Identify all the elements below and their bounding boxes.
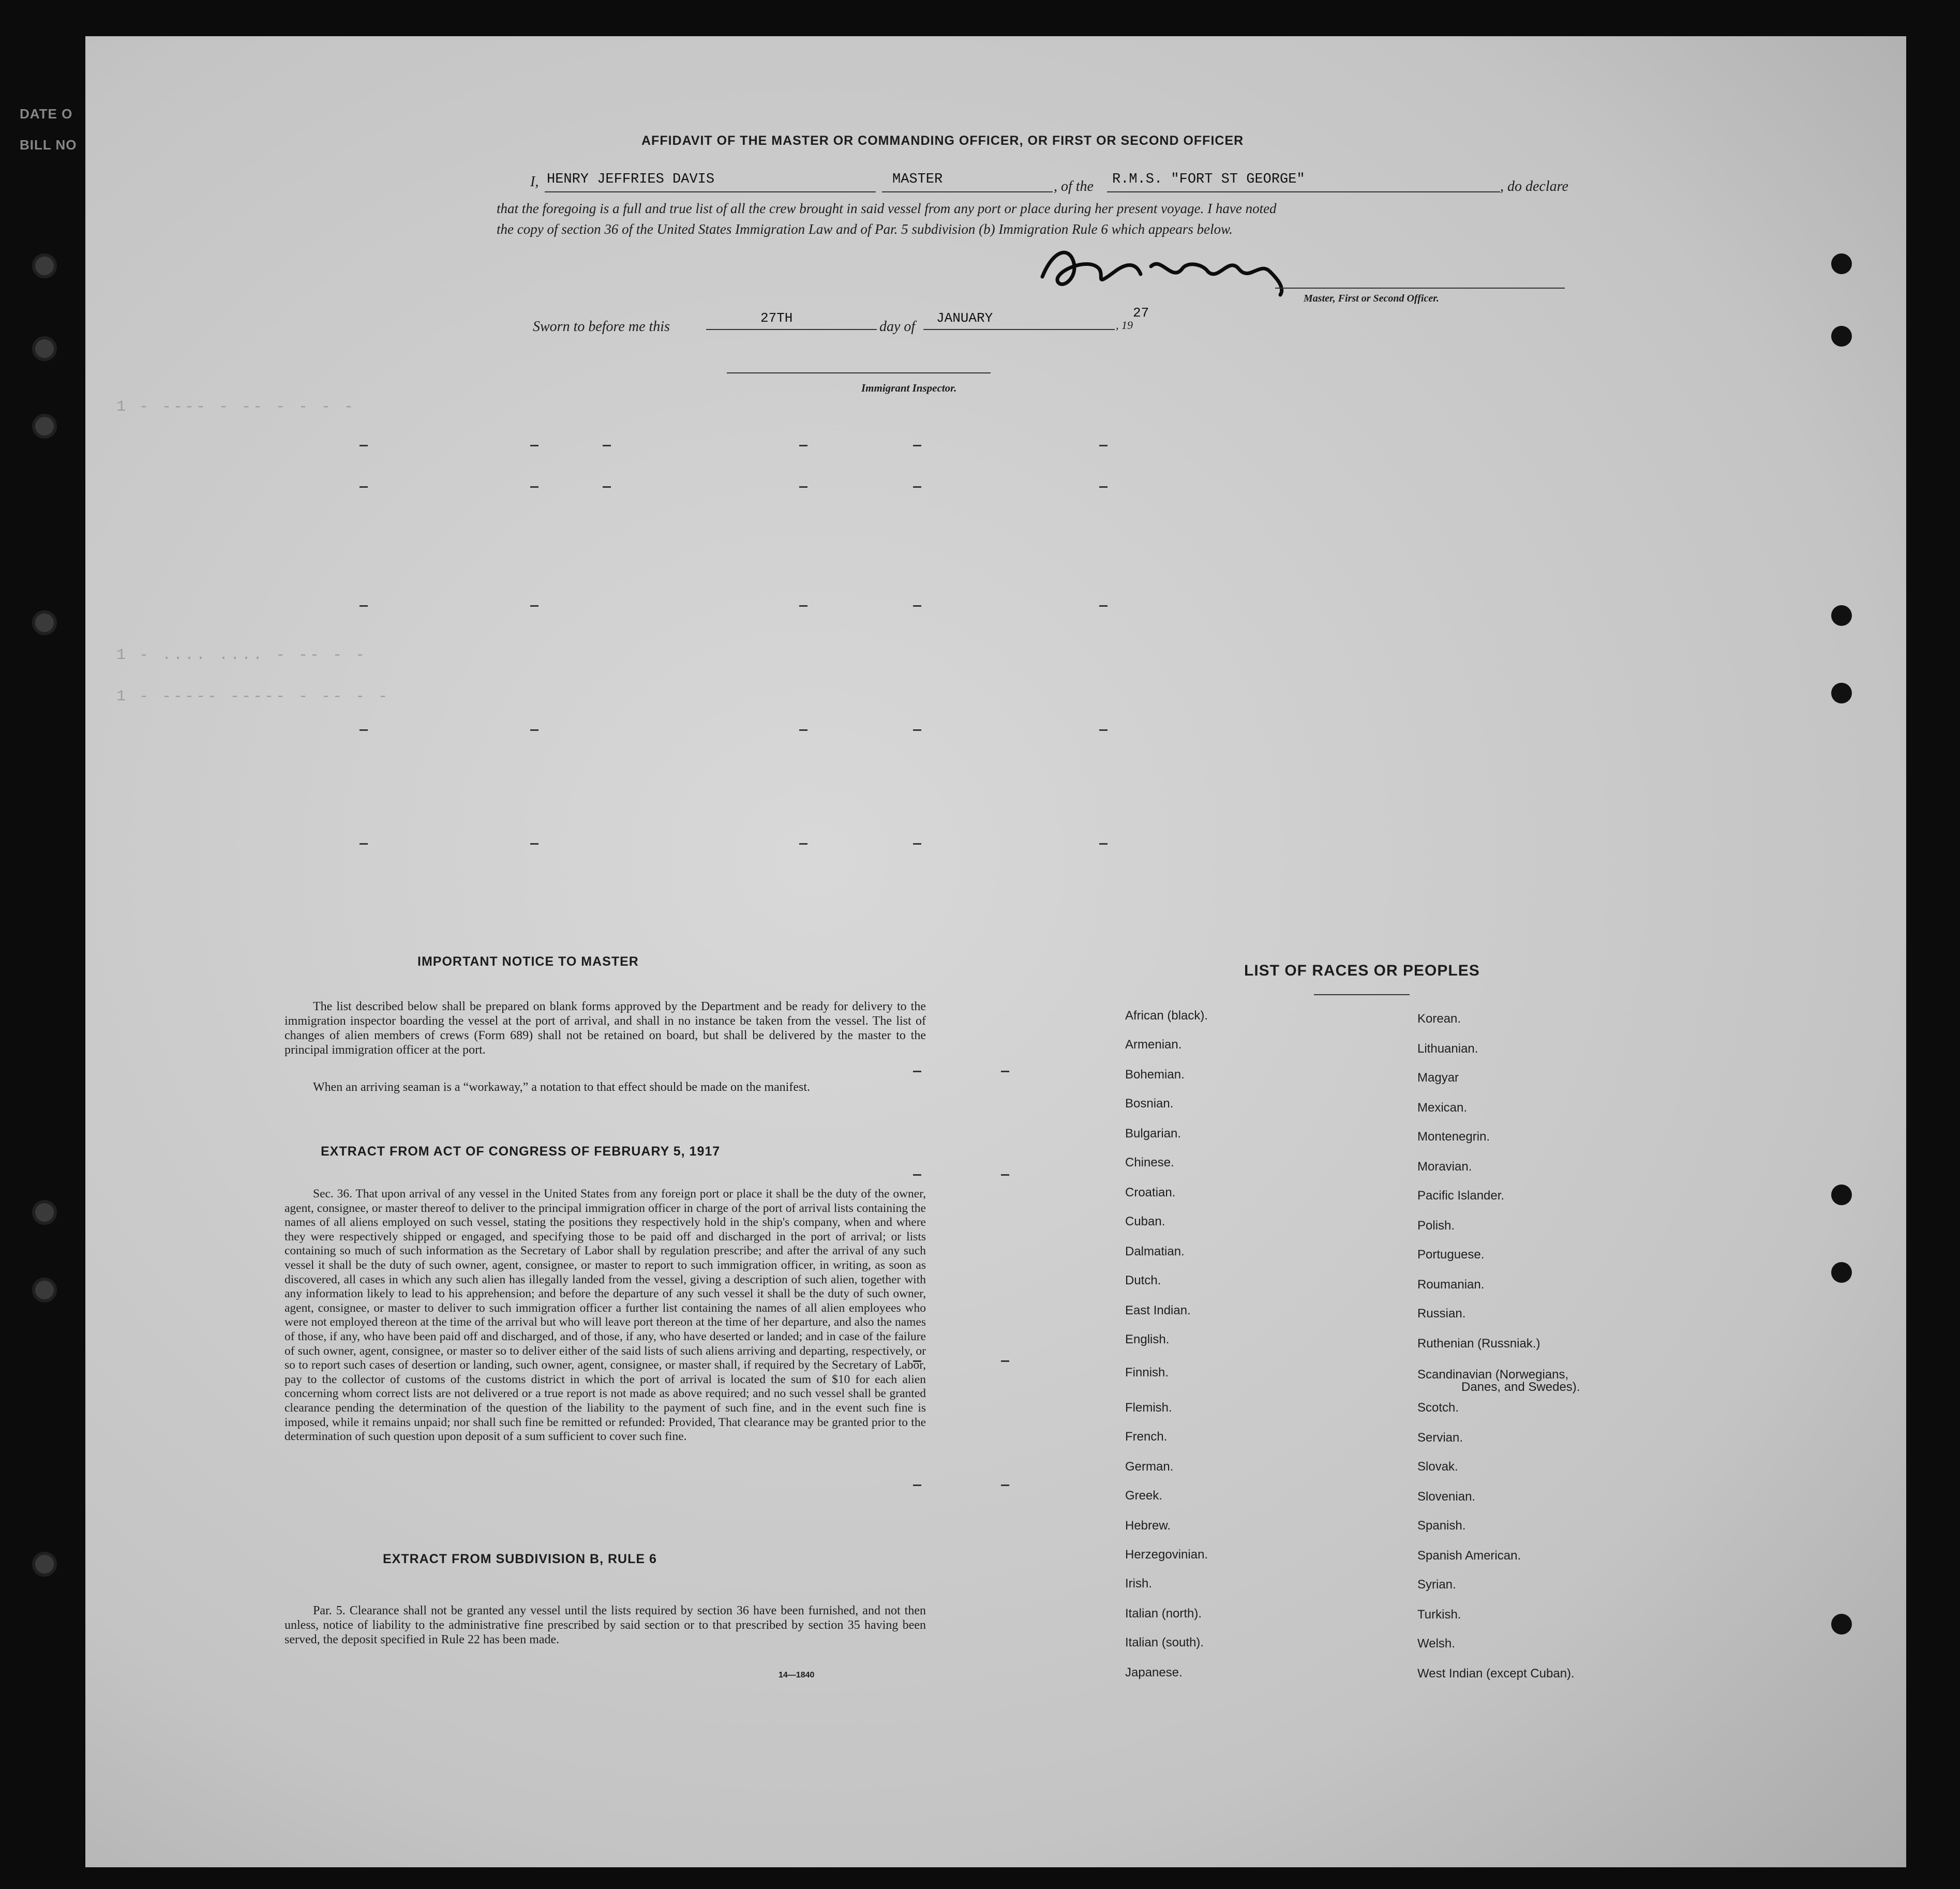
punch-hole [1831, 1614, 1852, 1635]
races-title-rule [1314, 994, 1410, 995]
ghost-dash [799, 486, 807, 488]
race-item: Italian (north). [1125, 1607, 1202, 1621]
ghost-dash [1099, 729, 1108, 731]
extract-rule-title: EXTRACT FROM SUBDIVISION B, RULE 6 [383, 1552, 657, 1566]
ghost-dash [1099, 605, 1108, 607]
race-item: Greek. [1125, 1489, 1163, 1503]
punch-hole [1831, 1262, 1852, 1283]
race-item: Montenegrin. [1417, 1130, 1490, 1144]
punch-hole [32, 1552, 57, 1577]
ghost-dash [1099, 843, 1108, 845]
race-item: Korean. [1417, 1012, 1461, 1026]
race-item: East Indian. [1125, 1303, 1191, 1317]
race-item: Welsh. [1417, 1637, 1455, 1651]
ghost-dash [799, 605, 807, 607]
race-item: Spanish American. [1417, 1549, 1521, 1563]
race-item: Scandinavian (Norwegians, [1417, 1368, 1569, 1382]
year-suffix: 27 [1133, 305, 1149, 321]
race-item: Dalmatian. [1125, 1245, 1185, 1258]
inspector-underline [727, 372, 991, 373]
punch-hole [1831, 1185, 1852, 1205]
rank-underline [882, 191, 1053, 192]
race-item-scandinavian-cont: Danes, and Swedes). [1461, 1380, 1580, 1394]
race-item: Finnish. [1125, 1366, 1169, 1380]
vessel-name: R.M.S. "FORT ST GEORGE" [1112, 172, 1305, 187]
punch-hole [1831, 605, 1852, 626]
master-signature [1032, 241, 1342, 303]
punch-hole [32, 414, 57, 439]
ghost-dash [360, 445, 368, 446]
ghost-dash [603, 445, 611, 446]
race-item: Magyar [1417, 1071, 1459, 1085]
race-item: Polish. [1417, 1219, 1455, 1233]
race-item: Slovenian. [1417, 1490, 1476, 1504]
punch-hole [1831, 683, 1852, 703]
race-item: Spanish. [1417, 1519, 1466, 1533]
master-name: HENRY JEFFRIES DAVIS [547, 172, 715, 187]
race-item: Bosnian. [1125, 1097, 1174, 1111]
race-item: Armenian. [1125, 1038, 1182, 1052]
ghost-dash [1099, 445, 1108, 446]
race-item: Roumanian. [1417, 1278, 1485, 1292]
affidavit-line-3: the copy of section 36 of the United States Immigration Law and of Par. 5 subdivision (b) Immigration Rule 6 which appears below. [497, 221, 1233, 237]
bleed-through-text: 1 - ----- ----- - -- - - [116, 688, 390, 706]
race-item: Bohemian. [1125, 1068, 1185, 1082]
ghost-dash [530, 445, 538, 446]
signature-caption: Master, First or Second Officer. [1304, 293, 1439, 304]
race-item: Syrian. [1417, 1578, 1456, 1592]
race-item: African (black). [1125, 1009, 1208, 1023]
ghost-dash [360, 843, 368, 845]
margin-bill-label: BILL NO [20, 137, 77, 153]
ghost-dash [360, 605, 368, 607]
punch-hole [32, 1200, 57, 1225]
notice-paragraph-1: The list described below shall be prepared on blank forms approved by the Department and be ready for delivery to the immigration inspector boarding the vessel at the port of arrival, and shall in no instance be taken from the vessel. The list of changes of alien members of crews (Form 689) shall not be retained on board, but shall be delivered by the master to the principal immigration officer at the port. [285, 1000, 926, 1057]
of-the-label: , of the [1054, 178, 1094, 194]
ghost-dash [913, 605, 921, 607]
punch-hole [32, 610, 57, 635]
sworn-prefix: Sworn to before me this [533, 319, 670, 335]
name-underline [545, 191, 876, 192]
punch-hole [1831, 326, 1852, 347]
race-item: Pacific Islander. [1417, 1189, 1505, 1203]
affidavit-prefix: I, [530, 174, 539, 190]
affidavit-line-2: that the foregoing is a full and true list of all the crew brought in said vessel from any port or place during her present voyage. I have noted [497, 201, 1277, 216]
ghost-dash [603, 486, 611, 488]
ghost-dash [913, 1485, 921, 1486]
ghost-dash [530, 843, 538, 845]
race-item: Lithuanian. [1417, 1042, 1478, 1056]
race-item: Bulgarian. [1125, 1127, 1181, 1141]
punch-hole [32, 253, 57, 278]
race-item: Chinese. [1125, 1156, 1174, 1170]
ghost-dash [360, 729, 368, 731]
form-number: 14—1840 [779, 1671, 815, 1680]
races-title: LIST OF RACES OR PEOPLES [1244, 962, 1480, 979]
ghost-dash [1099, 486, 1108, 488]
race-item: Cuban. [1125, 1215, 1165, 1228]
race-item: Russian. [1417, 1307, 1466, 1321]
race-item: Hebrew. [1125, 1519, 1171, 1533]
ghost-dash [913, 843, 921, 845]
bleed-through-text: 1 - ---- - -- - - - - [116, 398, 356, 416]
extract-act-text: Sec. 36. That upon arrival of any vessel in the United States from any foreign port or place it shall be the duty of the owner, agent, consignee, or master thereof to deliver to the principal immigration officer in charge of the port of arrival lists containing the names of all aliens employed on such vessel, stating the positions they respectively hold in the ship's company, when and where they were respectively shipped or engaged, and specifying those to be paid off and discharged in the port of arrival; or lists containing so much of such information as the Secretary of Labor shall by regulation prescribe; and after the arrival of any such vessel it shall be the duty of such owner, agent, consignee, or master to report to such immigration officer, in writing, as soon as discovered, all cases in which any such alien has illegally landed from the vessel, giving a description of such alien, together with any information likely to lead to his apprehension; and before the departure of any such vessel it shall be the duty of such owner, agent, consignee, or master to deliver to such immigration officer a further list containing the names of all alien employees who were not employed thereon at the time of the arrival but who will leave port thereon at the time of her departure, and also the names of those, if any, who have been paid off and discharged, and of those, if any, who have deserted or landed; and in case of the failure of such owner, agent, consignee, or master so to deliver either of the said lists of such aliens arriving and departing, respectively, or so to report such cases of desertion or landing, such owner, agent, consignee, or master shall, if required by the Secretary of Labor, pay to the collector of customs of the customs district in which the port of arrival is located the sum of $10 for each alien concerning whom correct lists are not delivered or a true report is not made as above required; and no such vessel shall be granted clearance pending the determination of the question of the liability to the payment of such fine, and in the event such fine is imposed, while it remains unpaid; nor shall such fine be remitted or refunded: Provided, That clearance may be granted prior to the determination of such question upon deposit of a sum sufficient to cover such fine. [285, 1187, 926, 1444]
extract-rule-text: Par. 5. Clearance shall not be granted any vessel until the lists required by section 36 have been furnished, and not then unless, notice of liability to the administrative fine prescribed by said section or to that prescribed by section 35 having been served, the deposit specified in Rule 22 has been made. [285, 1604, 926, 1646]
month-underline [923, 329, 1115, 330]
race-item: Japanese. [1125, 1666, 1183, 1680]
notice-paragraph-2: When an arriving seaman is a “workaway,” a notation to that effect should be made on the manifest. [313, 1081, 810, 1094]
bleed-through-text: 1 - .... .... - -- - - [116, 647, 367, 664]
race-item: Italian (south). [1125, 1636, 1204, 1650]
inspector-caption: Immigrant Inspector. [861, 382, 957, 394]
race-item: Flemish. [1125, 1401, 1172, 1415]
race-item: Herzegovinian. [1125, 1548, 1208, 1562]
race-item: Dutch. [1125, 1273, 1161, 1287]
race-item: Turkish. [1417, 1608, 1461, 1622]
ghost-dash [799, 729, 807, 731]
race-item: English. [1125, 1332, 1170, 1346]
ghost-dash [799, 445, 807, 446]
race-item: Servian. [1417, 1431, 1463, 1445]
ghost-dash [913, 1071, 921, 1072]
ghost-dash [360, 486, 368, 488]
affidavit-title: AFFIDAVIT OF THE MASTER OR COMMANDING OFFICER, OR FIRST OR SECOND OFFICER [641, 133, 1244, 148]
ghost-dash [799, 843, 807, 845]
race-item: Ruthenian (Russniak.) [1417, 1337, 1540, 1351]
margin-date-label: DATE O [20, 106, 73, 122]
race-item: Scotch. [1417, 1401, 1459, 1415]
ghost-dash [913, 445, 921, 446]
race-item: French. [1125, 1430, 1168, 1444]
punch-hole [32, 1278, 57, 1302]
ghost-dash [913, 1174, 921, 1176]
ghost-dash [1001, 1360, 1009, 1362]
sworn-month: JANUARY [936, 310, 993, 326]
notice-title: IMPORTANT NOTICE TO MASTER [417, 954, 639, 969]
ghost-dash [530, 605, 538, 607]
manifest-page [85, 36, 1906, 1867]
race-item: Slovak. [1417, 1460, 1458, 1474]
punch-hole [1831, 253, 1852, 274]
race-item: West Indian (except Cuban). [1417, 1667, 1575, 1681]
vessel-underline [1107, 191, 1500, 192]
race-item: Mexican. [1417, 1101, 1468, 1115]
ghost-dash [530, 486, 538, 488]
ghost-dash [1001, 1071, 1009, 1072]
extract-act-title: EXTRACT FROM ACT OF CONGRESS OF FEBRUARY 5, 1917 [321, 1144, 721, 1159]
ghost-dash [913, 486, 921, 488]
race-item: Irish. [1125, 1577, 1153, 1591]
signature-underline [1275, 288, 1565, 289]
day-of-label: day of [879, 319, 916, 335]
do-declare-label: , do declare [1500, 178, 1568, 194]
ghost-dash [530, 729, 538, 731]
race-item: Croatian. [1125, 1186, 1176, 1200]
punch-hole [32, 336, 57, 361]
race-item: Portuguese. [1417, 1248, 1485, 1262]
ghost-dash [1001, 1174, 1009, 1176]
race-item: Moravian. [1417, 1160, 1472, 1174]
sworn-day: 27TH [760, 310, 793, 326]
ghost-dash [1001, 1485, 1009, 1486]
master-rank: MASTER [892, 172, 943, 187]
day-underline [706, 329, 877, 330]
race-item: German. [1125, 1460, 1174, 1474]
year-prefix: , 19 [1116, 319, 1133, 332]
ghost-dash [913, 729, 921, 731]
